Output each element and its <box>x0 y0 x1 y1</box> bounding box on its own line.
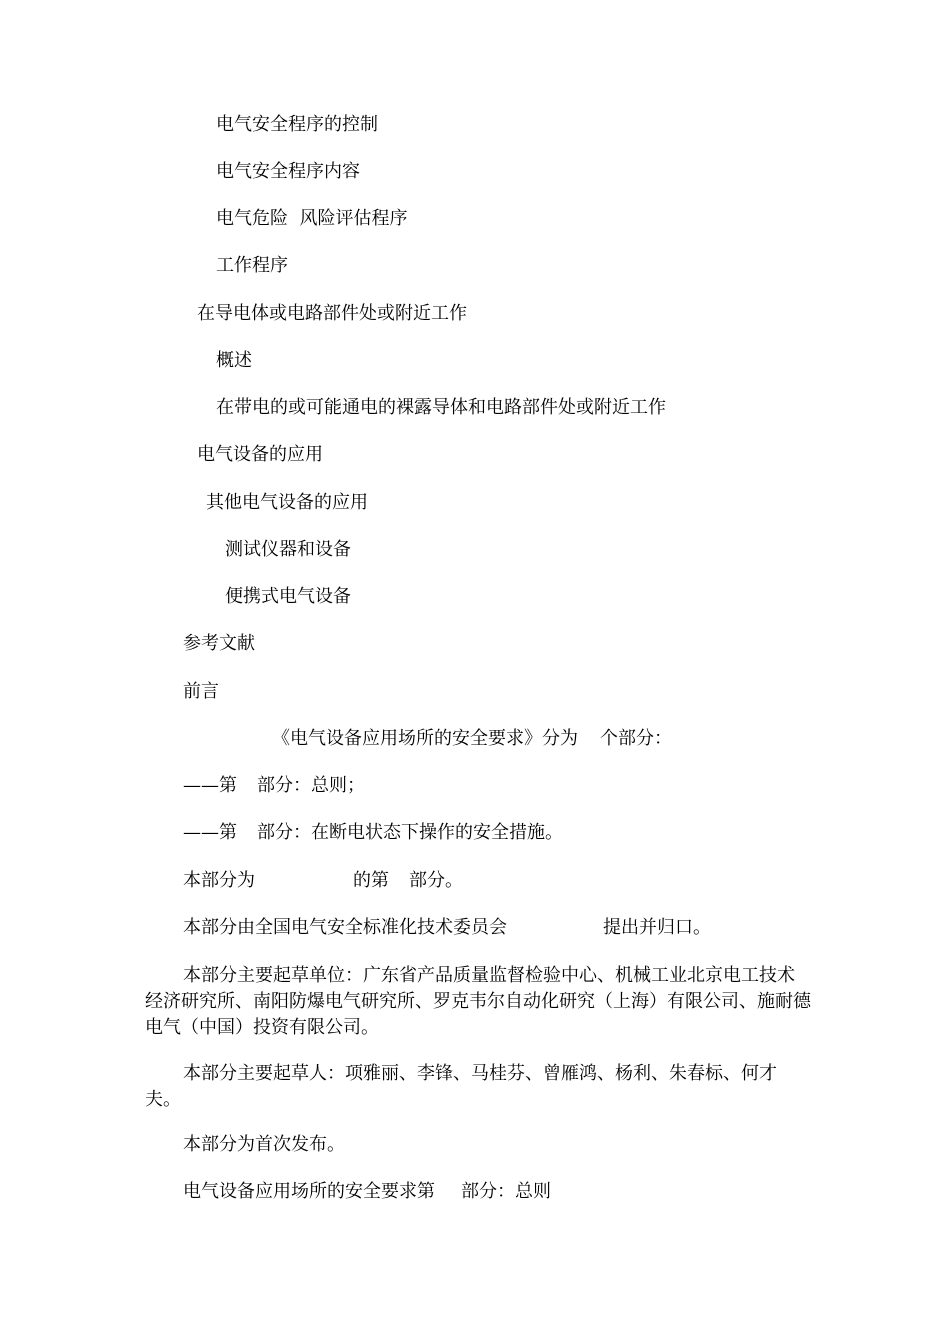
toc-item: 便携式电气设备 <box>225 586 351 607</box>
toc-item: 电气设备的应用 <box>197 444 323 465</box>
toc-item: 概述 <box>216 350 252 371</box>
parts-intro: 《电气设备应用场所的安全要求》分为 个部分： <box>272 728 672 749</box>
standard-title: 电气设备应用场所的安全要求第 部分：总则 <box>183 1181 551 1202</box>
toc-item: 电气安全程序的控制 <box>216 114 378 135</box>
toc-item: 参考文献 <box>183 633 255 654</box>
drafting-units-paragraph: 本部分主要起草单位：广东省产品质量监督检验中心、机械工业北京电工技术经济研究所、南阳防爆电气研究所、罗克韦尔自动化研究（上海）有限公司、施耐德电气（中国）投资有限公司。 <box>145 965 811 1038</box>
toc-item: 工作程序 <box>216 255 288 276</box>
toc-item: 电气危险 风险评估程序 <box>216 208 408 229</box>
toc-item: 在带电的或可能通电的裸露导体和电路部件处或附近工作 <box>216 397 666 418</box>
toc-item: 其他电气设备的应用 <box>206 492 368 513</box>
toc-item: 测试仪器和设备 <box>225 539 351 560</box>
proposed-by-statement: 本部分由全国电气安全标准化技术委员会 提出并归口。 <box>183 917 711 938</box>
this-part-statement: 本部分为 的第 部分。 <box>183 870 463 891</box>
toc-item: 在导电体或电路部件处或附近工作 <box>197 303 467 324</box>
toc-item: 电气安全程序内容 <box>216 161 360 182</box>
part-2-item: ——第 部分：在断电状态下操作的安全措施。 <box>183 822 563 843</box>
part-1-item: ——第 部分：总则； <box>183 775 365 796</box>
foreword-heading: 前言 <box>183 681 219 702</box>
first-release-statement: 本部分为首次发布。 <box>183 1134 345 1155</box>
drafters-paragraph: 本部分主要起草人：项雅丽、李锋、马桂芬、曾雁鸿、杨利、朱春标、何才夫。 <box>145 1063 777 1110</box>
